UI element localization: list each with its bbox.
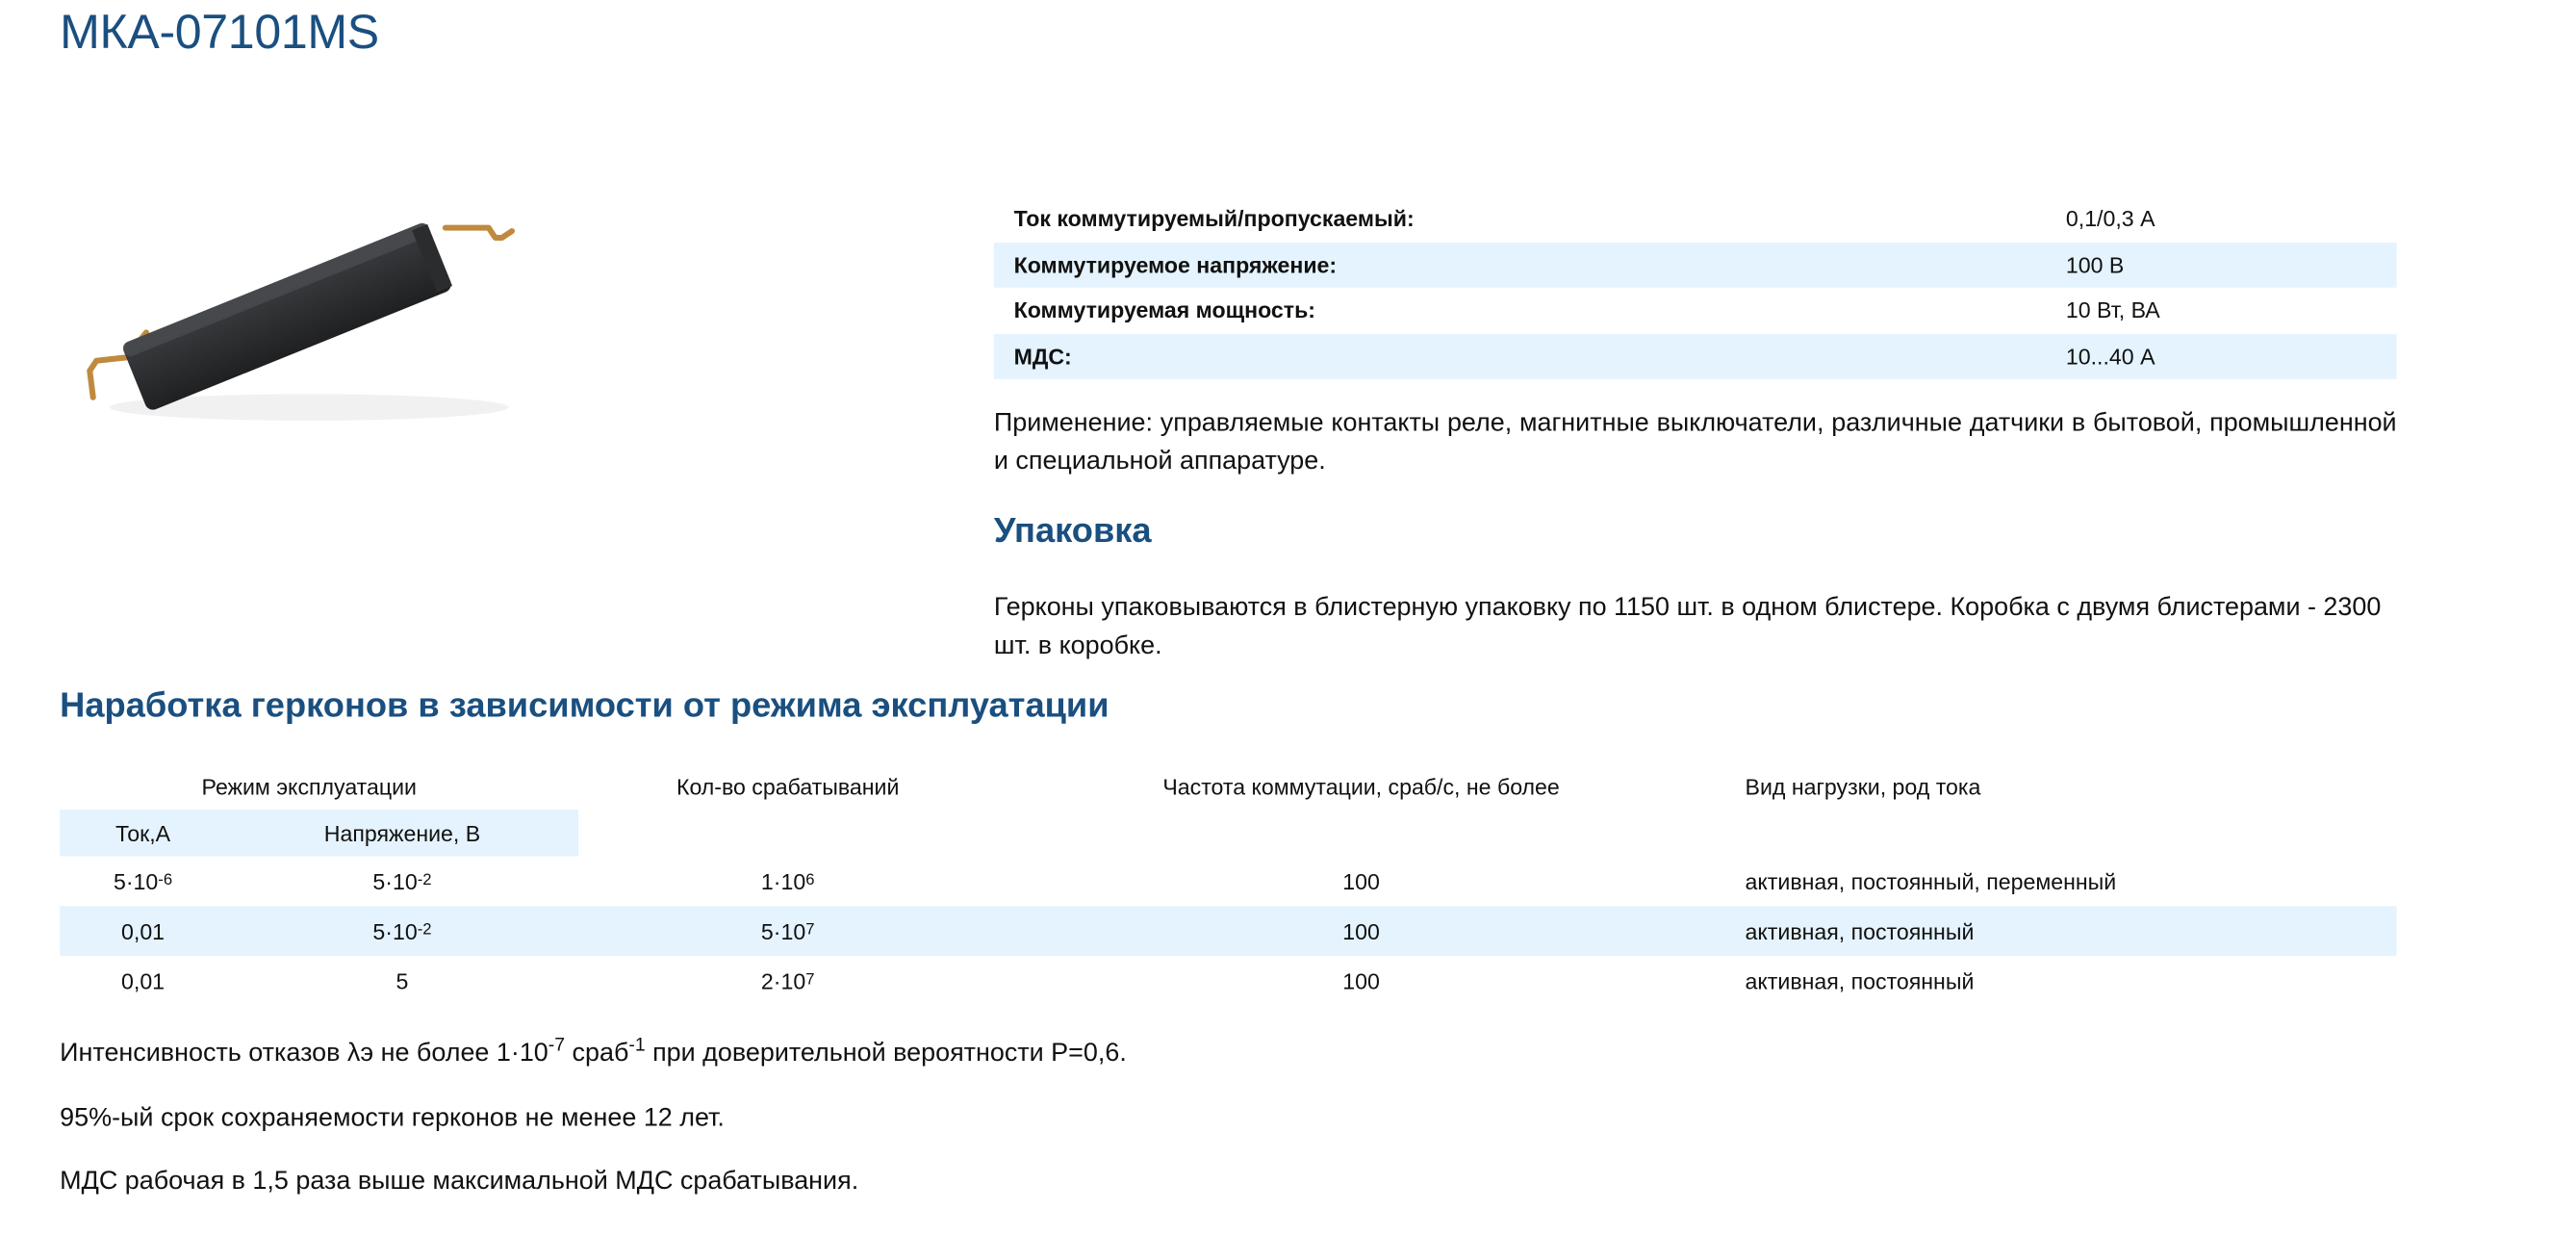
spec-label: Коммутируемое напряжение: <box>994 242 2046 287</box>
packaging-text: Герконы упаковываются в блистерную упаковку по 1150 шт. в одном блистере. Коробка с двумя блистерами - 2300 шт. в коробке. <box>993 593 2382 659</box>
value-base: 1·10 <box>760 868 806 894</box>
mds-note: МДС рабочая в 1,5 раза выше максимальной МДС срабатывания. <box>60 1167 859 1196</box>
header-frequency: Частота коммутации, сраб/с, не более <box>1162 774 1560 799</box>
lifetime-heading: Наработка герконов в зависимости от режима эксплуатации <box>60 686 1109 726</box>
row3-voltage <box>226 956 578 1006</box>
spec-value: 0,1/0,3 А <box>2065 206 2155 232</box>
spec-row <box>994 242 2397 287</box>
spec-row <box>994 288 2397 333</box>
product-title: МКА-07101MS <box>60 6 379 61</box>
row3-load: активная, постоянный <box>1745 968 1975 994</box>
product-image <box>60 174 558 440</box>
header-load: Вид нагрузки, род тока <box>1745 774 1981 799</box>
value-base: 5 <box>395 968 409 994</box>
value-base: 5·10 <box>372 918 418 944</box>
note-text: при доверительной вероятности Р=0,6. <box>645 1039 1127 1068</box>
spec-value: 100 В <box>2046 242 2396 287</box>
row2-voltage: 5·10 -2 <box>372 918 432 944</box>
spec-row <box>994 333 2397 378</box>
header-mode: Режим эксплуатации <box>201 774 417 799</box>
spec-row <box>994 196 2397 242</box>
row2-current <box>60 906 226 956</box>
failure-rate-note <box>60 1035 1127 1071</box>
value-base: 2·10 <box>760 968 806 994</box>
value-base: 5·10 <box>760 918 806 944</box>
row3-count: 2·10 7 <box>760 968 815 994</box>
row3-frequency: 100 <box>1342 968 1380 994</box>
note-exponent: -1 <box>628 1035 646 1056</box>
row2-count: 5·10 7 <box>760 918 815 944</box>
value-base: 0,01 <box>121 918 166 944</box>
row1-load: активная, постоянный, переменный <box>1745 868 2117 894</box>
spec-label: Ток коммутируемый/пропускаемый: <box>1013 206 1415 232</box>
spec-label: МДС: <box>994 333 2046 378</box>
value-base: 5·10 <box>113 868 159 894</box>
header-count: Кол-во срабатываний <box>676 774 900 799</box>
lifetime-table <box>60 763 2396 1013</box>
header-voltage: Напряжение, В <box>323 820 481 846</box>
header-current: Ток,А <box>115 820 171 846</box>
row1-frequency: 100 <box>1342 868 1380 894</box>
note-text: Интенсивность отказов λэ не более 1·10 <box>60 1039 548 1068</box>
storage-note: 95%-ый срок сохраняемости герконов не менее 12 лет. <box>60 1103 725 1133</box>
row1-count: 1·10 6 <box>760 868 815 894</box>
row2-frequency: 100 <box>1342 918 1380 944</box>
row2-load: активная, постоянный <box>1745 918 1975 944</box>
row3-current <box>60 956 226 1006</box>
value-base: 0,01 <box>121 968 166 994</box>
row1-current: 5·10 -6 <box>113 868 173 894</box>
spec-value: 10...40 А <box>2046 333 2396 378</box>
row1-voltage: 5·10 -2 <box>372 868 432 894</box>
value-base: 5·10 <box>372 868 418 894</box>
packaging-heading: Упаковка <box>993 511 1152 551</box>
spec-value: 10 Вт, ВА <box>2065 297 2160 323</box>
specs-table <box>994 196 2397 379</box>
note-exponent: -7 <box>548 1035 566 1056</box>
application-text: Применение: управляемые контакты реле, магнитные выключатели, различные датчики в бытовой, промышленной и специальной аппаратуре. <box>993 408 2397 476</box>
spec-label: Коммутируемая мощность: <box>1013 297 1316 323</box>
note-text: сраб <box>565 1039 629 1068</box>
